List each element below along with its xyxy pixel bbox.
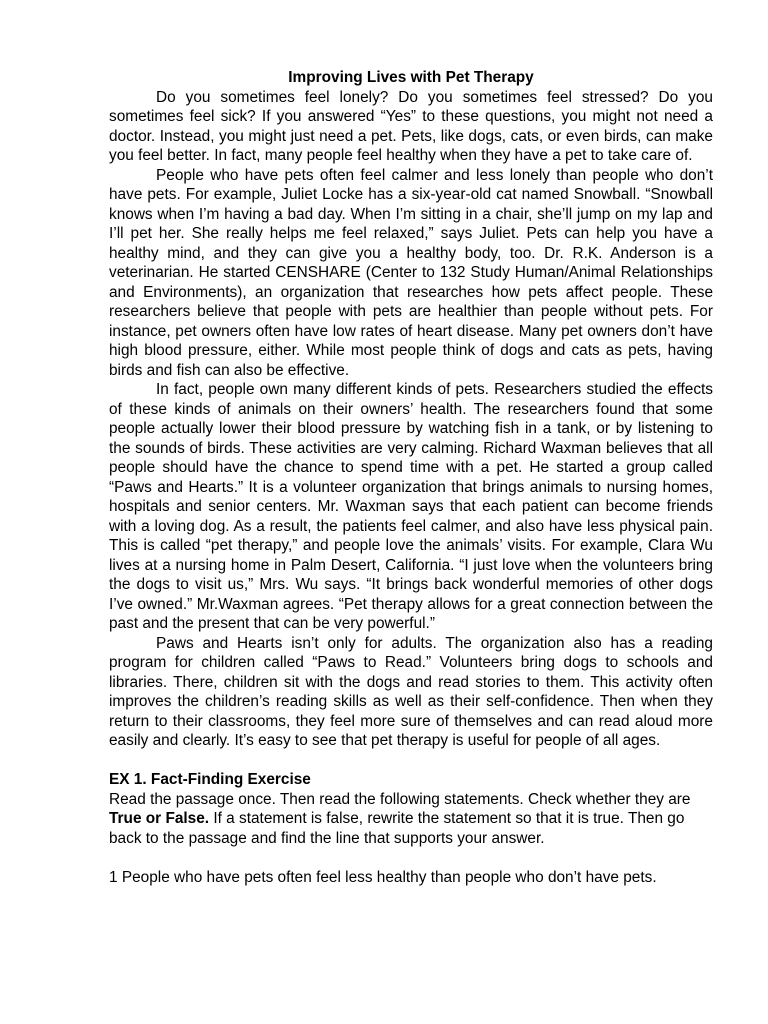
exercise-instructions	[109, 790, 713, 849]
instructions-text-after: If a statement is false, rewrite the statement so that it is true. Then go back to the passage and find the line that supports your answer.	[109, 810, 685, 847]
exercise-statement-1: 1 People who have pets often feel less healthy than people who don’t have pets.	[109, 868, 657, 886]
paragraph-1: Do you sometimes feel lonely? Do you sometimes feel stressed? Do you sometimes feel sick? If you answered “Yes” to these questions, you might not need a doctor. Instead, you might just need a pet. Pets, like dogs, cats, or even birds, can make you feel better. In fact, many people feel healthy when they have a pet to take care of.	[109, 88, 713, 164]
paragraph-4: Paws and Hearts isn’t only for adults. The organization also has a reading program for children called “Paws to Read.” Volunteers bring dogs to schools and libraries. There, children sit with the dogs and read stories to them. This activity often improves the children’s reading skills as well as their self-confidence. Then when they return to their classrooms, they feel more sure of themselves and can read aloud more easily and clearly. It’s easy to see that pet therapy is useful for people of all ages.	[109, 634, 713, 749]
document-title: Improving Lives with Pet Therapy	[288, 69, 534, 86]
document-page	[109, 68, 713, 887]
paragraph-3: In fact, people own many different kinds of pets. Researchers studied the effects of these kinds of animals on their owners’ health. The researchers found that some people actually lower their blood pressure by watching fish in a tank, or by listening to the sounds of birds. These activities are very calming. Richard Waxman believes that all people should have the chance to spend time with a pet. He started a group called “Paws and Hearts.” It is a volunteer organization that brings animals to nursing homes, hospitals and senior centers. Mr. Waxman says that each patient can become friends with a loving dog. As a result, the patients feel calmer, and also have less physical pain. This is called “pet therapy,” and people love the animals’ visits. For example, Clara Wu lives at a nursing home in Palm Desert, California. “I just love when the volunteers bring the dogs to visit us,” Mrs. Wu says. “It brings back wonderful memories of other dogs I’ve owned.” Mr.Waxman agrees. “Pet therapy allows for a great connection between the past and the present that can be very powerful.”	[109, 381, 713, 632]
instructions-text-before: Read the passage once. Then read the following statements. Check whether they are	[109, 790, 691, 808]
exercise-heading: EX 1. Fact-Finding Exercise	[109, 771, 311, 788]
paragraph-2: People who have pets often feel calmer and less lonely than people who don’t have pets. For example, Juliet Locke has a six-year-old cat named Snowball. “Snowball knows when I’m having a bad day. When I’m sitting in a chair, she’ll jump on my lap and I’ll pet her. She really helps me feel relaxed,” says Juliet. Pets can help you have a healthy mind, and they can give you a healthy body, too. Dr. R.K. Anderson is a veterinarian. He started CENSHARE (Center to 132 Study Human/Animal Relationships and Environments), an organization that researches how pets affect people. These researchers believe that people with pets are healthier than people without pets. For instance, pet owners often have low rates of heart disease. Many pet owners don’t have high blood pressure, either. While most people think of dogs and cats as pets, having birds and fish can also be effective.	[109, 166, 713, 379]
instructions-bold-text: True or False.	[109, 810, 210, 827]
